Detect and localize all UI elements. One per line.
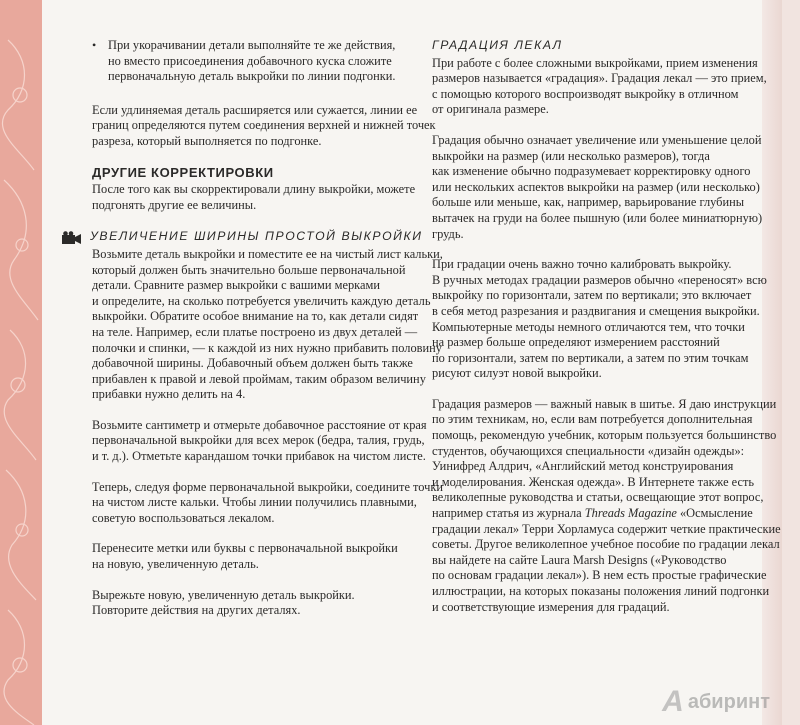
camera-icon: [62, 231, 84, 245]
paragraph: Если удлиняемая деталь расширяется или сужается, линии ее границ определяются путем соединения верхней и нижней точек разреза, который выполняется по подгонке.: [92, 102, 436, 148]
paragraph: После того как вы скорректировали длину выкройки, можете подгонять другие ее величины.: [92, 182, 416, 212]
watermark-letter: A: [662, 685, 684, 718]
section-heading: ДРУГИЕ КОРРЕКТИРОВКИ: [92, 164, 274, 180]
watermark-text: абиринт: [687, 690, 770, 713]
paragraph: Возьмите сантиметр и отмерьте добавочное расстояние от края первоначальной выкройки для всех мерок (бедра, талия, грудь, и т. д.). Отметьте карандашом точки прибавок на чистом листе.: [92, 417, 427, 464]
paragraph: Вырежьте новую, увеличенную деталь выкройки. Повторите действия на других деталях.: [92, 587, 355, 618]
paragraph: Теперь, следуя форме первоначальной выкройки, соедините точки на чистом листе кальки. Чтобы линии получились плавными, советую воспользоваться лекалом.: [92, 479, 444, 525]
paragraph: При градации очень важно точно калибровать выкройку. В ручных методах градации размеров обычно «переносят» всю выкройку по горизонтали, затем по вертикали; это включает в себя метод разрезания и раздвигания и смещения выкройки. Компьютерные методы немного отличаются тем, что точки на размер больше определяют измерением расстояний по горизонтали, затем по вертикали, а затем по этим точкам рисуют силуэт новой выкройки.: [432, 257, 767, 381]
book-page: [42, 0, 782, 725]
paragraph: Перенесите метки или буквы с первоначальной выкройки на новую, увеличенную деталь.: [92, 541, 398, 572]
paragraph: Градация обычно означает увеличение или уменьшение целой выкройки на размер (или несколько размеров), тогда как изменение обычно подразумевает корректировку одного или нескольких аспектов выкройки на размер (или несколько) больше или меньше, как, например, варьирование глубины вытачек на груди на более пышную (или более миниатюрную) грудь.: [432, 132, 763, 241]
labirint-watermark: [662, 685, 770, 719]
right-column: [432, 38, 792, 630]
bullet-dot: •: [92, 38, 97, 52]
section-heading: ГРАДАЦИЯ ЛЕКАЛ: [432, 38, 563, 52]
bullet-item: [92, 38, 444, 85]
magazine-title: Threads Magazine: [584, 506, 677, 521]
paragraph: [432, 397, 792, 615]
floral-pattern: [0, 0, 42, 725]
paragraph-part: Градация размеров — важный навык в шитье. Я даю инструкции по этим техникам, но, если вам потребуется дополнительная помощь, рекомендую учебник, которым пользуется большинство студентов, обучающихся специальности «дизайн одежды»: Уинифред Алдрич, «Английский метод конструирования и моделирования. Женская одежда». В Интернете также есть великолепные руководства и статьи, освещающие этот вопрос, например статья из журнала: [432, 396, 777, 521]
decorative-margin: [0, 0, 42, 725]
bullet-text: При укорачивании детали выполняйте те же действия, но вместо присоединения добавочного куска сложите первоначальную деталь выкройки по линии подгонки.: [108, 38, 396, 84]
video-heading-row: [62, 229, 444, 247]
paragraph-part: «Осмысление градации лекал» Терри Хорламуса содержит четкие практические советы. Другое великолепное учебное пособие по градации лекал вы найдете на сайте Laura Marsh Designs («Руководство по основам градации лекал»). В нем есть простые графические иллюстрации, на которых показаны положения линий подгонки и соответствующие измерения для градаций.: [432, 506, 781, 614]
subsection-heading: УВЕЛИЧЕНИЕ ШИРИНЫ ПРОСТОЙ ВЫКРОЙКИ: [90, 229, 423, 244]
paragraph: Возьмите деталь выкройки и поместите ее на чистый лист кальки, который должен быть значительно больше первоначальной детали. Сравните размер выкройки с вашими мерками и определите, на сколько потребуется увеличить каждую деталь выкройки. Обратите особое внимание на то, как детали сидят на теле. Например, если платье построено из двух деталей — полочки и спинки, — к каждой из них нужно прибавить половину добавочной ширины. Добавочный объем должен быть также прибавлен к правой и левой проймам, таким образом величину прибавки нужно делить на 4.: [92, 246, 443, 402]
left-column: [92, 38, 444, 634]
paragraph: При работе с более сложными выкройками, прием изменения размеров называется «градация». Градация лекал — это прием, с помощью которого воспроизводят выкройку в отличном от оригинала размере.: [432, 55, 767, 117]
